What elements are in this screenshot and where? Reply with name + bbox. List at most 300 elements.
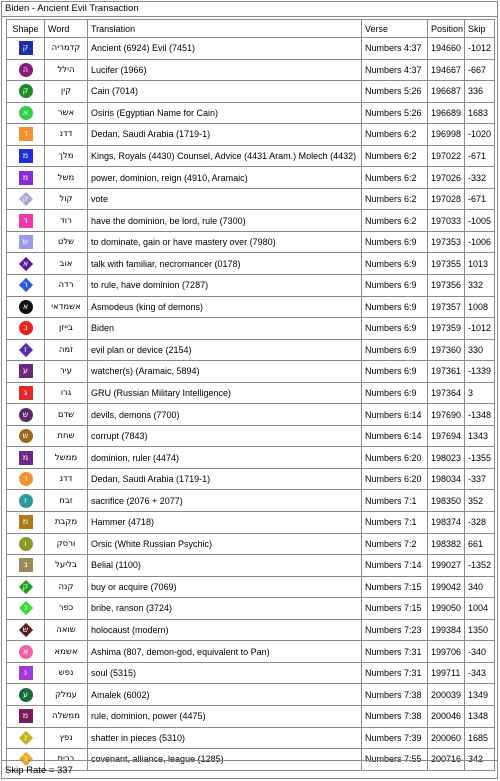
shape-letter: ע <box>22 689 28 699</box>
table-row <box>7 38 495 60</box>
circle-letter-icon <box>19 408 33 422</box>
shape-cell <box>7 705 45 727</box>
table-row <box>7 361 495 383</box>
translation-cell: Ancient (6924) Evil (7451) <box>88 38 362 60</box>
skip-cell: -340 <box>465 641 495 663</box>
shape-letter: ש <box>22 237 29 247</box>
circle-letter-icon <box>19 688 33 702</box>
position-cell: 197356 <box>428 275 465 297</box>
word-cell: קול <box>45 188 88 210</box>
diamond-letter-icon <box>19 752 33 766</box>
verse-cell: Numbers 6:9 <box>362 231 428 253</box>
shape-cell <box>7 662 45 684</box>
position-cell: 197360 <box>428 339 465 361</box>
word-cell: רדה <box>45 275 88 297</box>
shape-cell <box>7 533 45 555</box>
diamond-letter-icon <box>19 580 33 594</box>
verse-cell: Numbers 7:15 <box>362 576 428 598</box>
circle-letter-icon <box>19 300 33 314</box>
skip-cell: -1006 <box>465 231 495 253</box>
circle-letter-icon <box>19 494 33 508</box>
skip-cell: -671 <box>465 145 495 167</box>
shape-letter: ב <box>23 323 28 333</box>
word-cell: ממשלה <box>45 705 88 727</box>
verse-cell: Numbers 4:37 <box>362 59 428 81</box>
shape-cell <box>7 339 45 361</box>
square-letter-icon <box>19 709 33 723</box>
translation-cell: corrupt (7843) <box>88 425 362 447</box>
position-cell: 199050 <box>428 598 465 620</box>
translation-cell: Orsic (White Russian Psychic) <box>88 533 362 555</box>
translation-cell: power, dominion, reign (4910, Aramaic) <box>88 167 362 189</box>
position-cell: 194667 <box>428 59 465 81</box>
word-cell: קין <box>45 81 88 103</box>
verse-cell: Numbers 6:20 <box>362 447 428 469</box>
position-cell: 197033 <box>428 210 465 232</box>
word-cell: זמה <box>45 339 88 361</box>
shape-letter: א <box>22 107 29 117</box>
translation-cell: GRU (Russian Military Intelligence) <box>88 382 362 404</box>
table-row <box>7 188 495 210</box>
shape-letter: נ <box>23 732 28 742</box>
table-row <box>7 275 495 297</box>
position-cell: 199706 <box>428 641 465 663</box>
table-row <box>7 145 495 167</box>
word-cell: נפש <box>45 662 88 684</box>
shape-cell <box>7 382 45 404</box>
results-table <box>6 19 495 771</box>
shape-cell <box>7 361 45 383</box>
position-cell: 197028 <box>428 188 465 210</box>
report-title: Biden - Ancient Evil Transaction <box>5 3 139 14</box>
verse-cell: Numbers 6:9 <box>362 361 428 383</box>
shape-cell <box>7 576 45 598</box>
diamond-letter-icon <box>19 192 33 206</box>
verse-cell: Numbers 4:37 <box>362 38 428 60</box>
circle-letter-icon <box>19 472 33 486</box>
position-cell: 198350 <box>428 490 465 512</box>
shape-letter: ק <box>22 194 29 204</box>
square-letter-icon <box>19 149 33 163</box>
table-row <box>7 231 495 253</box>
diamond-letter-icon <box>19 278 33 292</box>
word-cell: זבח <box>45 490 88 512</box>
table-row <box>7 447 495 469</box>
skip-cell: -1012 <box>465 38 495 60</box>
shape-cell <box>7 210 45 232</box>
translation-cell: rule, dominion, power (4475) <box>88 705 362 727</box>
shape-letter: ה <box>22 64 29 74</box>
word-cell: ממשל <box>45 447 88 469</box>
diamond-letter-icon <box>19 257 33 271</box>
verse-cell: Numbers 7:31 <box>362 662 428 684</box>
shape-cell <box>7 641 45 663</box>
shape-letter: א <box>22 258 29 268</box>
position-cell: 197694 <box>428 425 465 447</box>
table-row <box>7 404 495 426</box>
translation-cell: soul (5315) <box>88 662 362 684</box>
square-letter-icon <box>19 364 33 378</box>
position-cell: 197364 <box>428 382 465 404</box>
position-cell: 197353 <box>428 231 465 253</box>
word-cell: עמלק <box>45 684 88 706</box>
skip-cell: 1683 <box>465 102 495 124</box>
verse-cell: Numbers 6:9 <box>362 253 428 275</box>
skip-cell: 1004 <box>465 598 495 620</box>
translation-cell: Dedan, Saudi Arabia (1719-1) <box>88 124 362 146</box>
square-letter-icon <box>19 235 33 249</box>
verse-cell: Numbers 6:14 <box>362 404 428 426</box>
table-row <box>7 598 495 620</box>
table-row <box>7 124 495 146</box>
shape-letter: ע <box>22 366 28 376</box>
shape-cell <box>7 404 45 426</box>
verse-cell: Numbers 6:9 <box>362 382 428 404</box>
shape-letter: ש <box>22 409 29 419</box>
word-cell: אוב <box>45 253 88 275</box>
square-letter-icon <box>19 386 33 400</box>
shape-cell <box>7 555 45 577</box>
verse-cell: Numbers 6:14 <box>362 425 428 447</box>
verse-cell: Numbers 7:15 <box>362 598 428 620</box>
verse-cell: Numbers 6:2 <box>362 167 428 189</box>
shape-cell <box>7 59 45 81</box>
word-cell: שחת <box>45 425 88 447</box>
skip-cell: -667 <box>465 59 495 81</box>
position-cell: 196998 <box>428 124 465 146</box>
translation-cell: Cain (7014) <box>88 81 362 103</box>
diamond-letter-icon <box>19 343 33 357</box>
translation-cell: dominion, ruler (4474) <box>88 447 362 469</box>
word-cell: בליעל <box>45 555 88 577</box>
shape-letter: מ <box>22 151 29 160</box>
skip-cell: 332 <box>465 275 495 297</box>
table-row <box>7 641 495 663</box>
position-cell: 197026 <box>428 167 465 189</box>
skip-cell: -1348 <box>465 404 495 426</box>
translation-cell: evil plan or device (2154) <box>88 339 362 361</box>
word-cell: עיר <box>45 361 88 383</box>
position-cell: 194660 <box>428 38 465 60</box>
word-cell: דדנ <box>45 468 88 490</box>
shape-letter: מ <box>22 711 29 721</box>
translation-cell: bribe, ranson (3724) <box>88 598 362 620</box>
translation-cell: to dominate, gain or have mastery over (7980) <box>88 231 362 253</box>
translation-cell: Lucifer (1966) <box>88 59 362 81</box>
shape-cell <box>7 468 45 490</box>
shape-cell <box>7 318 45 340</box>
table-row <box>7 59 495 81</box>
skip-cell: 336 <box>465 81 495 103</box>
shape-letter: ד <box>23 129 28 139</box>
table-row <box>7 619 495 641</box>
table-row <box>7 512 495 534</box>
circle-letter-icon <box>19 429 33 443</box>
verse-cell: Numbers 7:23 <box>362 619 428 641</box>
shape-letter: ק <box>22 43 29 53</box>
skip-cell: -671 <box>465 188 495 210</box>
verse-cell: Numbers 7:1 <box>362 512 428 534</box>
skip-cell: -1012 <box>465 318 495 340</box>
verse-cell: Numbers 7:38 <box>362 684 428 706</box>
column-header-position: Position <box>428 20 465 38</box>
shape-letter: מ <box>22 452 29 462</box>
shape-letter: ש <box>22 431 29 441</box>
position-cell: 198382 <box>428 533 465 555</box>
word-cell: משל <box>45 167 88 189</box>
shape-cell <box>7 512 45 534</box>
shape-cell <box>7 81 45 103</box>
shape-letter: ש <box>22 625 29 635</box>
shape-cell <box>7 296 45 318</box>
verse-cell: Numbers 5:26 <box>362 81 428 103</box>
verse-cell: Numbers 6:9 <box>362 275 428 297</box>
translation-cell: have the dominion, be lord, rule (7300) <box>88 210 362 232</box>
shape-letter: ז <box>24 495 27 505</box>
translation-cell: holocaust (modern) <box>88 619 362 641</box>
table-row <box>7 490 495 512</box>
shape-letter: ב <box>23 560 28 570</box>
skip-cell: -328 <box>465 512 495 534</box>
diamond-letter-icon <box>19 731 33 745</box>
square-letter-icon <box>19 666 33 680</box>
shape-cell <box>7 425 45 447</box>
diamond-letter-icon <box>19 623 33 637</box>
verse-cell: Numbers 7:39 <box>362 727 428 749</box>
position-cell: 197361 <box>428 361 465 383</box>
word-cell: הילל <box>45 59 88 81</box>
skip-rate-label: Skip Rate = 337 <box>5 765 73 776</box>
position-cell: 197022 <box>428 145 465 167</box>
shape-cell <box>7 727 45 749</box>
shape-letter: ב <box>23 754 28 764</box>
position-cell: 197355 <box>428 253 465 275</box>
shape-letter: ר <box>23 215 28 225</box>
circle-letter-icon <box>19 106 33 120</box>
translation-cell: shatter in pieces (5310) <box>88 727 362 749</box>
shape-letter: מ <box>22 172 29 182</box>
translation-cell: Asmodeus (king of demons) <box>88 296 362 318</box>
verse-cell: Numbers 6:9 <box>362 318 428 340</box>
verse-cell: Numbers 7:2 <box>362 533 428 555</box>
shape-letter: ו <box>24 538 27 548</box>
shape-cell <box>7 145 45 167</box>
square-letter-icon <box>19 515 33 529</box>
table-row <box>7 102 495 124</box>
position-cell: 199711 <box>428 662 465 684</box>
column-header-verse: Verse <box>362 20 428 38</box>
translation-cell: Amalek (6002) <box>88 684 362 706</box>
verse-cell: Numbers 6:2 <box>362 188 428 210</box>
word-cell: אשמדאי <box>45 296 88 318</box>
title-divider <box>1 16 498 17</box>
word-cell: שדם <box>45 404 88 426</box>
verse-cell: Numbers 6:2 <box>362 145 428 167</box>
translation-cell: devils, demons (7700) <box>88 404 362 426</box>
table-row <box>7 576 495 598</box>
word-cell: מלך <box>45 145 88 167</box>
shape-letter: נ <box>23 668 28 678</box>
skip-cell: 1013 <box>465 253 495 275</box>
skip-cell: 3 <box>465 382 495 404</box>
translation-cell: talk with familiar, necromancer (0178) <box>88 253 362 275</box>
shape-cell <box>7 447 45 469</box>
table-row <box>7 555 495 577</box>
diamond-letter-icon <box>19 601 33 615</box>
square-letter-icon <box>19 451 33 465</box>
word-cell: גרו <box>45 382 88 404</box>
translation-cell: Ashima (807, demon-god, equivalent to Pan) <box>88 641 362 663</box>
shape-letter: ק <box>22 86 29 96</box>
table-header-row <box>7 20 495 38</box>
verse-cell: Numbers 6:2 <box>362 210 428 232</box>
table-row <box>7 382 495 404</box>
table-row <box>7 167 495 189</box>
word-cell: רוד <box>45 210 88 232</box>
shape-cell <box>7 619 45 641</box>
verse-cell: Numbers 6:9 <box>362 296 428 318</box>
square-letter-icon <box>19 171 33 185</box>
skip-cell: -1339 <box>465 361 495 383</box>
square-letter-icon <box>19 41 33 55</box>
shape-letter: ז <box>24 344 27 354</box>
shape-cell <box>7 490 45 512</box>
table-row <box>7 210 495 232</box>
translation-cell: Biden <box>88 318 362 340</box>
verse-cell: Numbers 6:20 <box>362 468 428 490</box>
skip-cell: 1685 <box>465 727 495 749</box>
position-cell: 200046 <box>428 705 465 727</box>
translation-cell: Osiris (Egyptian Name for Cain) <box>88 102 362 124</box>
verse-cell: Numbers 6:9 <box>362 339 428 361</box>
verse-cell: Numbers 7:14 <box>362 555 428 577</box>
translation-cell: watcher(s) (Aramaic, 5894) <box>88 361 362 383</box>
shape-cell <box>7 167 45 189</box>
table-body <box>7 38 495 771</box>
translation-cell: buy or acquire (7069) <box>88 576 362 598</box>
shape-cell <box>7 275 45 297</box>
position-cell: 197357 <box>428 296 465 318</box>
skip-cell: 1348 <box>465 705 495 727</box>
position-cell: 198023 <box>428 447 465 469</box>
translation-cell: to rule, have dominion (7287) <box>88 275 362 297</box>
skip-cell: 340 <box>465 576 495 598</box>
word-cell: שלט <box>45 231 88 253</box>
shape-letter: מ <box>22 517 29 527</box>
word-cell: כפר <box>45 598 88 620</box>
footer-divider <box>1 760 498 761</box>
shape-cell <box>7 188 45 210</box>
word-cell: בייזן <box>45 318 88 340</box>
table-row <box>7 727 495 749</box>
position-cell: 199384 <box>428 619 465 641</box>
shape-cell <box>7 231 45 253</box>
shape-cell <box>7 102 45 124</box>
verse-cell: Numbers 6:2 <box>362 124 428 146</box>
shape-letter: א <box>22 646 29 656</box>
table-row <box>7 425 495 447</box>
circle-letter-icon <box>19 63 33 77</box>
skip-cell: 1350 <box>465 619 495 641</box>
table-row <box>7 533 495 555</box>
word-cell: אשמא <box>45 641 88 663</box>
column-header-shape: Shape <box>7 20 45 38</box>
skip-cell: -332 <box>465 167 495 189</box>
skip-cell: 661 <box>465 533 495 555</box>
skip-cell: -337 <box>465 468 495 490</box>
square-letter-icon <box>19 558 33 572</box>
table-row <box>7 318 495 340</box>
shape-cell <box>7 124 45 146</box>
circle-letter-icon <box>19 84 33 98</box>
position-cell: 198034 <box>428 468 465 490</box>
position-cell: 197359 <box>428 318 465 340</box>
translation-cell: sacrifice (2076 + 2077) <box>88 490 362 512</box>
square-letter-icon <box>19 214 33 228</box>
table-row <box>7 253 495 275</box>
shape-cell <box>7 598 45 620</box>
shape-letter: כ <box>23 603 28 613</box>
shape-letter: ק <box>22 581 29 591</box>
shape-letter: א <box>22 301 29 311</box>
skip-cell: -1352 <box>465 555 495 577</box>
position-cell: 199027 <box>428 555 465 577</box>
translation-cell: vote <box>88 188 362 210</box>
translation-cell: Hammer (4718) <box>88 512 362 534</box>
skip-cell: 1349 <box>465 684 495 706</box>
translation-cell: Dedan, Saudi Arabia (1719-1) <box>88 468 362 490</box>
skip-cell: 1008 <box>465 296 495 318</box>
column-header-word: Word <box>45 20 88 38</box>
skip-cell: -1020 <box>465 124 495 146</box>
position-cell: 199042 <box>428 576 465 598</box>
word-cell: נפץ <box>45 727 88 749</box>
skip-cell: 352 <box>465 490 495 512</box>
position-cell: 198374 <box>428 512 465 534</box>
circle-letter-icon <box>19 321 33 335</box>
shape-letter: ג <box>23 388 28 398</box>
position-cell: 200060 <box>428 727 465 749</box>
shape-cell <box>7 253 45 275</box>
verse-cell: Numbers 7:1 <box>362 490 428 512</box>
skip-cell: -1005 <box>465 210 495 232</box>
word-cell: מקבת <box>45 512 88 534</box>
position-cell: 196687 <box>428 81 465 103</box>
skip-cell: 330 <box>465 339 495 361</box>
position-cell: 197690 <box>428 404 465 426</box>
table-row <box>7 662 495 684</box>
table-row <box>7 81 495 103</box>
word-cell: שואה <box>45 619 88 641</box>
shape-letter: ד <box>23 474 28 484</box>
verse-cell: Numbers 7:38 <box>362 705 428 727</box>
word-cell: קנה <box>45 576 88 598</box>
word-cell: קדמריה <box>45 38 88 60</box>
circle-letter-icon <box>19 645 33 659</box>
position-cell: 196689 <box>428 102 465 124</box>
square-letter-icon <box>19 127 33 141</box>
translation-cell: Belial (1100) <box>88 555 362 577</box>
verse-cell: Numbers 7:31 <box>362 641 428 663</box>
shape-letter: ר <box>23 280 28 290</box>
circle-letter-icon <box>19 537 33 551</box>
position-cell: 200039 <box>428 684 465 706</box>
word-cell: דדנ <box>45 124 88 146</box>
table-row <box>7 468 495 490</box>
shape-cell <box>7 38 45 60</box>
skip-cell: -343 <box>465 662 495 684</box>
table-row <box>7 684 495 706</box>
